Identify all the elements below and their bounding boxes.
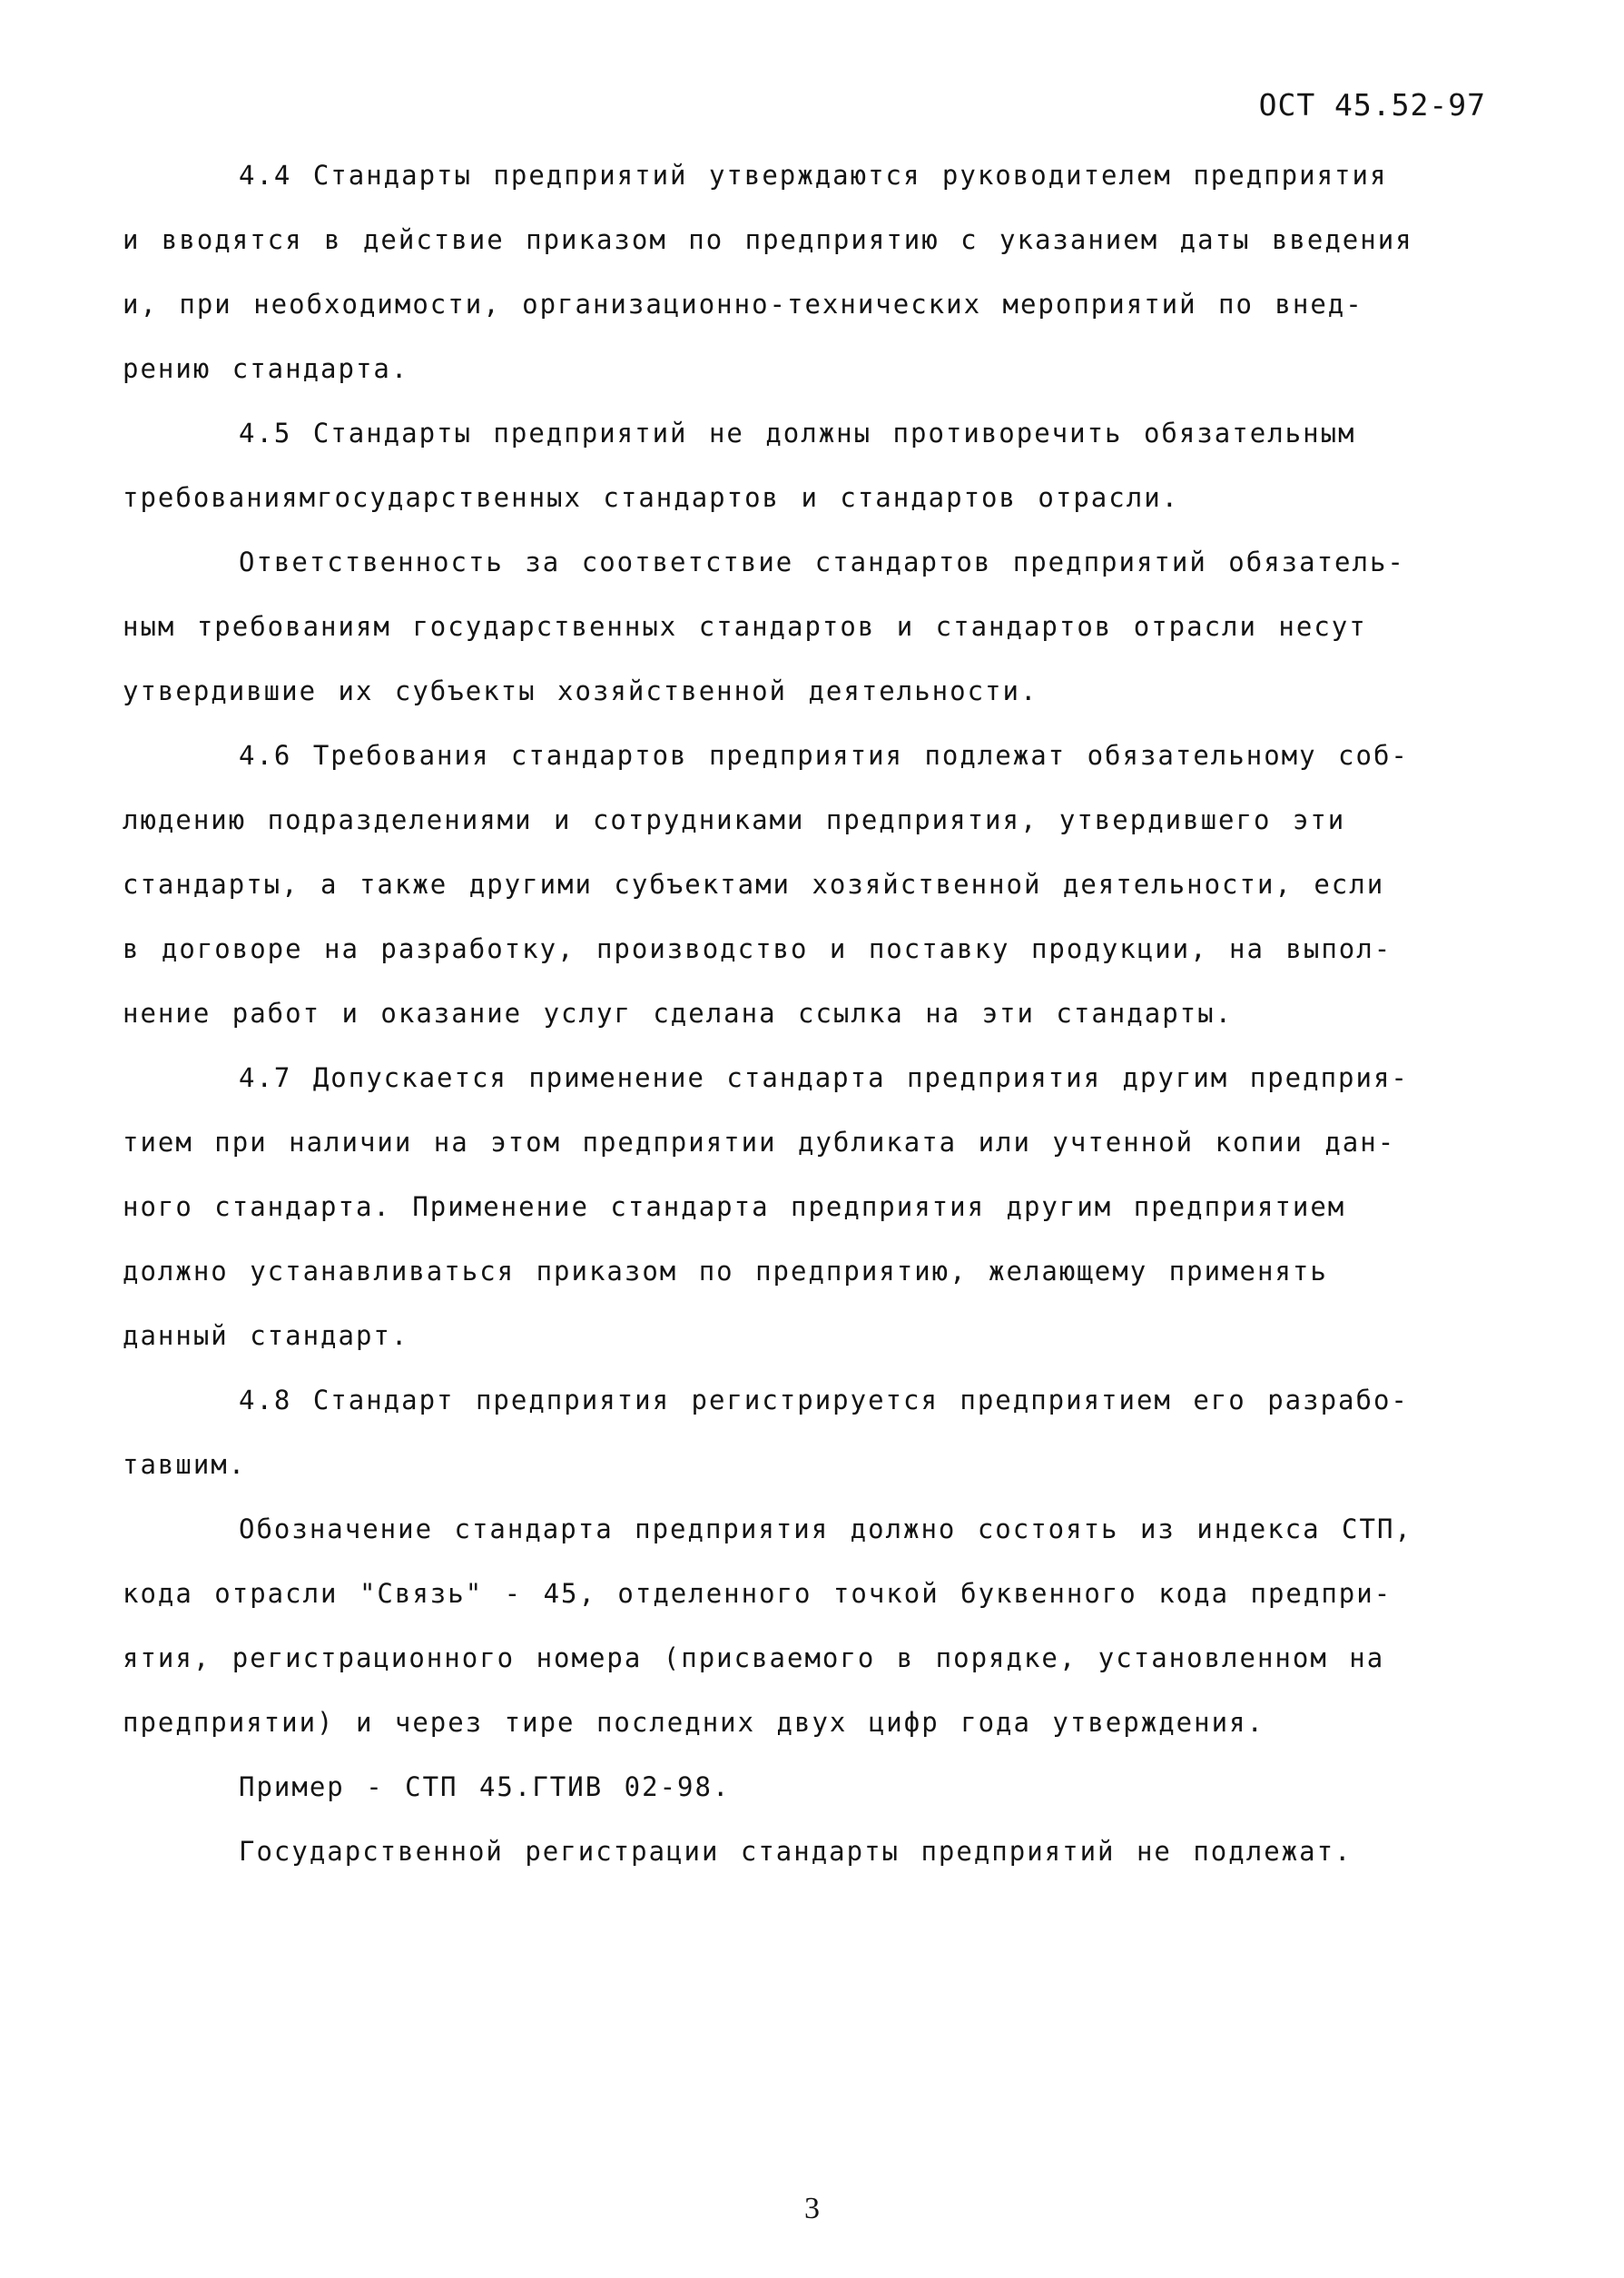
page-number: 3	[804, 2192, 820, 2225]
text-line: Обозначение стандарта предприятия должно состоять из индекса СТП,	[239, 1514, 1412, 1544]
text-line: должно устанавливаться приказом по предприятию, желающему применять	[123, 1256, 1328, 1287]
text-line: требованиямгосударственных стандартов и стандартов отрасли.	[123, 482, 1180, 513]
text-line: данный стандарт.	[123, 1320, 409, 1351]
text-line: 4.5 Стандарты предприятий не должны противоречить обязательным	[239, 418, 1356, 449]
document-body	[123, 143, 1530, 1884]
text-line: ятия, регистрационного номера (присваемого в порядке, установленном на	[123, 1642, 1385, 1673]
text-line: утвердившие их субъекты хозяйственной деятельности.	[123, 676, 1038, 706]
text-line: Государственной регистрации стандарты предприятий не подлежат.	[239, 1836, 1353, 1867]
text-line: и, при необходимости, организационно-технических мероприятий по внед-	[123, 289, 1363, 320]
text-line: кода отрасли "Связь" - 45, отделенного точкой буквенного кода предпри-	[123, 1578, 1393, 1609]
text-line: 4.7 Допускается применение стандарта предприятия другим предприя-	[239, 1062, 1409, 1093]
text-line: 4.8 Стандарт предприятия регистрируется предприятием его разрабо-	[239, 1385, 1409, 1415]
text-line: нение работ и оказание услуг сделана ссылка на эти стандарты.	[123, 998, 1234, 1029]
text-line: людению подразделениями и сотрудниками предприятия, утвердившего эти	[123, 804, 1346, 835]
text-line: 4.4 Стандарты предприятий утверждаются руководителем предприятия	[239, 160, 1388, 191]
text-line: тавшим.	[123, 1449, 247, 1480]
text-line: стандарты, а также другими субъектами хозяйственной деятельности, если	[123, 869, 1385, 900]
text-line: рению стандарта.	[123, 353, 409, 384]
text-line: ным требованиям государственных стандартов и стандартов отрасли несут	[123, 611, 1367, 642]
text-line: Ответственность за соответствие стандартов предприятий обязатель-	[239, 547, 1405, 577]
text-line: и вводятся в действие приказом по предприятию с указанием даты введения	[123, 224, 1413, 255]
text-line: 4.6 Требования стандартов предприятия подлежат обязательному соб-	[239, 740, 1409, 771]
text-line: предприятии) и через тире последних двух цифр года утверждения.	[123, 1707, 1265, 1738]
document-code-header: ОСТ 45.52-97	[1258, 87, 1486, 123]
text-line: тием при наличии на этом предприятии дубликата или учтенной копии дан-	[123, 1127, 1396, 1158]
text-line: в договоре на разработку, производство и поставку продукции, на выпол-	[123, 933, 1393, 964]
text-line: ного стандарта. Применение стандарта предприятия другим предприятием	[123, 1191, 1346, 1222]
example-line: Пример - СТП 45.ГТИВ 02-98.	[239, 1771, 731, 1802]
